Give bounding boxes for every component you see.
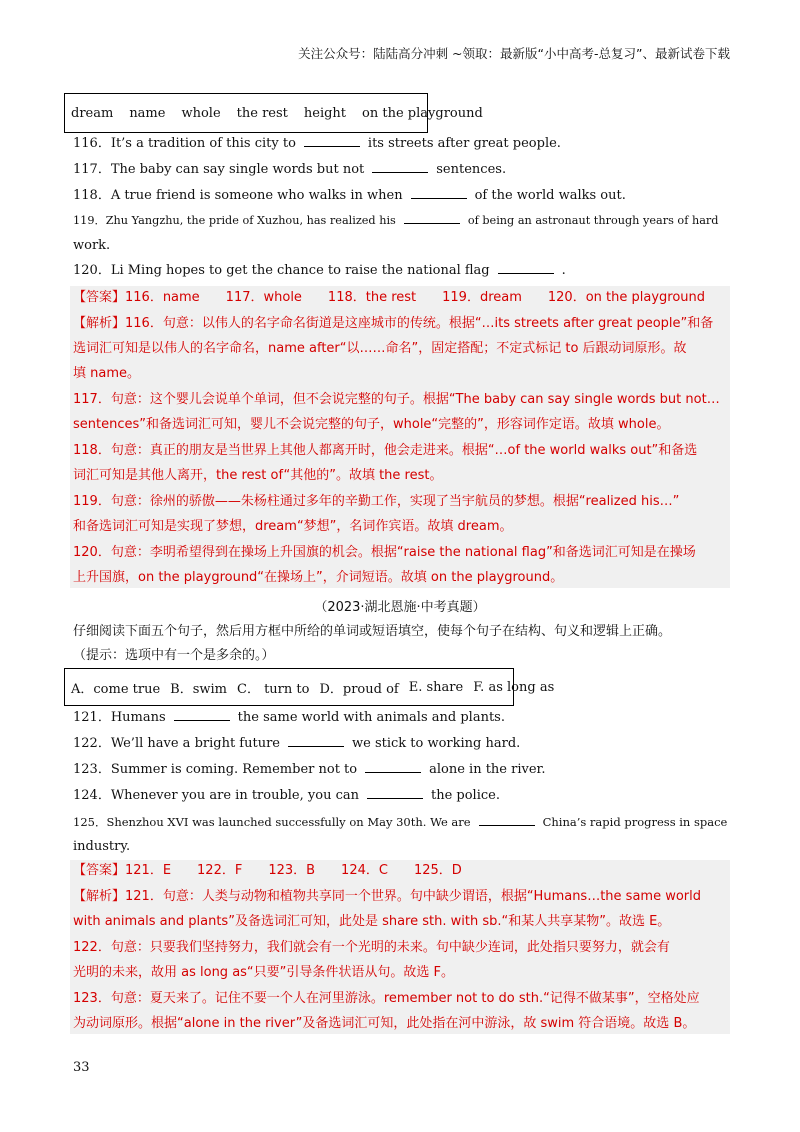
question-122: 122．We’ll have a bright future we stick to working hard. [73,736,521,751]
answer-key-2: 【答案】121．E 122．F 123．B 124．C 125．D [73,863,462,878]
instructions-hint: （提示：选项中有一个是多余的。） [73,648,275,663]
explanation-line: 123．句意：夏天来了。记住不要一个人在河里游泳。remember not to do sth.“记得不做某事”，空格处应 [73,991,700,1006]
question-116: 116．It’s a tradition of this city to its streets after great people. [73,136,561,151]
explanation-line: sentences”和备选词汇可知，婴儿不会说完整的句子，whole“完整的”，形容词作定语。故填 whole。 [73,417,670,432]
page-header: 关注公众号：陆陆高分冲刺 ~领取：最新版“小中高考-总复习”、最新试卷下载 [298,46,730,61]
question-119-cont: work. [73,238,111,253]
question-124: 124．Whenever you are in trouble, you can the police. [73,788,500,803]
word-option: dream [71,105,114,121]
word-option: height [303,105,347,121]
explanation-line: 118．句意：真正的朋友是当世界上其他人都离开时，他会走进来。根据“…of the world walks out”和备选 [73,443,698,458]
answer-blank [288,734,344,747]
word-option: C． turn to [237,681,310,697]
question-119: 119．Zhu Yangzhu, the pride of Xuzhou, has realized his of being an astronaut through years of hard [73,211,718,231]
explanation-line: with animals and plants”及备选词汇可知，此处是 share sth. with sb.“和某人共享某物”。故选 E。 [73,914,671,929]
word-option: D．proud of [319,681,399,697]
word-option: A．come true [71,681,161,697]
explanation-line: 为动词原形。根据“alone in the river”及备选词汇可知，此处指在河中游泳，故 swim 符合语境。故选 B。 [73,1016,696,1031]
word-option: name [129,105,166,121]
word-option: F. as long as [473,679,555,695]
answer-blank [365,760,421,773]
explanation-line: 120．句意：李明希望得到在操场上升国旗的机会。根据“raise the national flag”和备选词汇可知是在操场 [73,545,696,560]
word-option: whole [181,105,221,121]
answer-blank [304,134,360,147]
explanation-line: 【解析】121．句意：人类与动物和植物共享同一个世界。句中缺少谓语，根据“Humans…the same world [73,889,701,904]
word-option: E. share [408,679,464,695]
answer-blank [174,708,230,721]
question-121: 121．Humans the same world with animals and plants. [73,710,505,725]
explanation-line: 词汇可知是其他人离开，the rest of“其他的”。故填 the rest。 [73,468,443,483]
explanation-line: 光明的未来，故用 as long as“只要”引导条件状语从句。故选 F。 [73,965,455,980]
explanation-line: 119．句意：徐州的骄傲——朱杨柱通过多年的辛勤工作，实现了当宇航员的梦想。根据“realized his…” [73,494,680,509]
word-box-1 [64,93,483,133]
explanation-line: 117．句意：这个婴儿会说单个单词，但不会说完整的句子。根据“The baby can say single words but not… [73,392,720,407]
page-number: 33 [73,1060,90,1075]
explanation-line: 上升国旗，on the playground“在操场上”，介词短语。故填 on the playground。 [73,570,564,585]
explanation-line: 填 name。 [73,366,140,381]
source-label: （2023·湖北恩施·中考真题） [314,600,486,615]
explanation-line: 选词汇可知是以伟人的名字命名，name after“以……命名”，固定搭配；不定式标记 to 后跟动词原形。故 [73,341,687,356]
answer-blank [372,160,428,173]
answer-blank [404,211,460,224]
question-125-cont: industry. [73,839,131,854]
question-125: 125．Shenzhou XVI was launched successfully on May 30th. We are China’s rapid progress in space [73,815,728,829]
question-117: 117．The baby can say single words but not sentences. [73,162,507,177]
answer-blank [479,813,535,826]
answer-blank [411,186,467,199]
word-option: the rest [236,105,288,121]
question-123: 123．Summer is coming. Remember not to alone in the river. [73,762,546,777]
answer-key-1: 【答案】116．name 117．whole 118．the rest 119．dream 120．on the playground [73,290,706,305]
question-120: 120．Li Ming hopes to get the chance to raise the national flag . [73,263,566,278]
explanation-line: 【解析】116．句意：以伟人的名字命名街道是这座城市的传统。根据“…its streets after great people”和备 [73,316,714,331]
explanation-line: 122．句意：只要我们坚持努力，我们就会有一个光明的未来。句中缺少连词，此处指只要努力，就会有 [73,940,670,955]
question-118: 118．A true friend is someone who walks in when of the world walks out. [73,188,626,203]
answer-blank [367,786,423,799]
word-box-2 [64,668,555,706]
answer-blank [498,261,554,274]
instructions: 仔细阅读下面五个句子，然后用方框中所给的单词或短语填空，使每个句子在结构、句义和逻辑上正确。 [73,624,672,639]
explanation-line: 和备选词汇可知是实现了梦想，dream“梦想”，名词作宾语。故填 dream。 [73,519,513,534]
word-option: B．swim [170,681,227,697]
word-option: on the playground [362,105,483,121]
